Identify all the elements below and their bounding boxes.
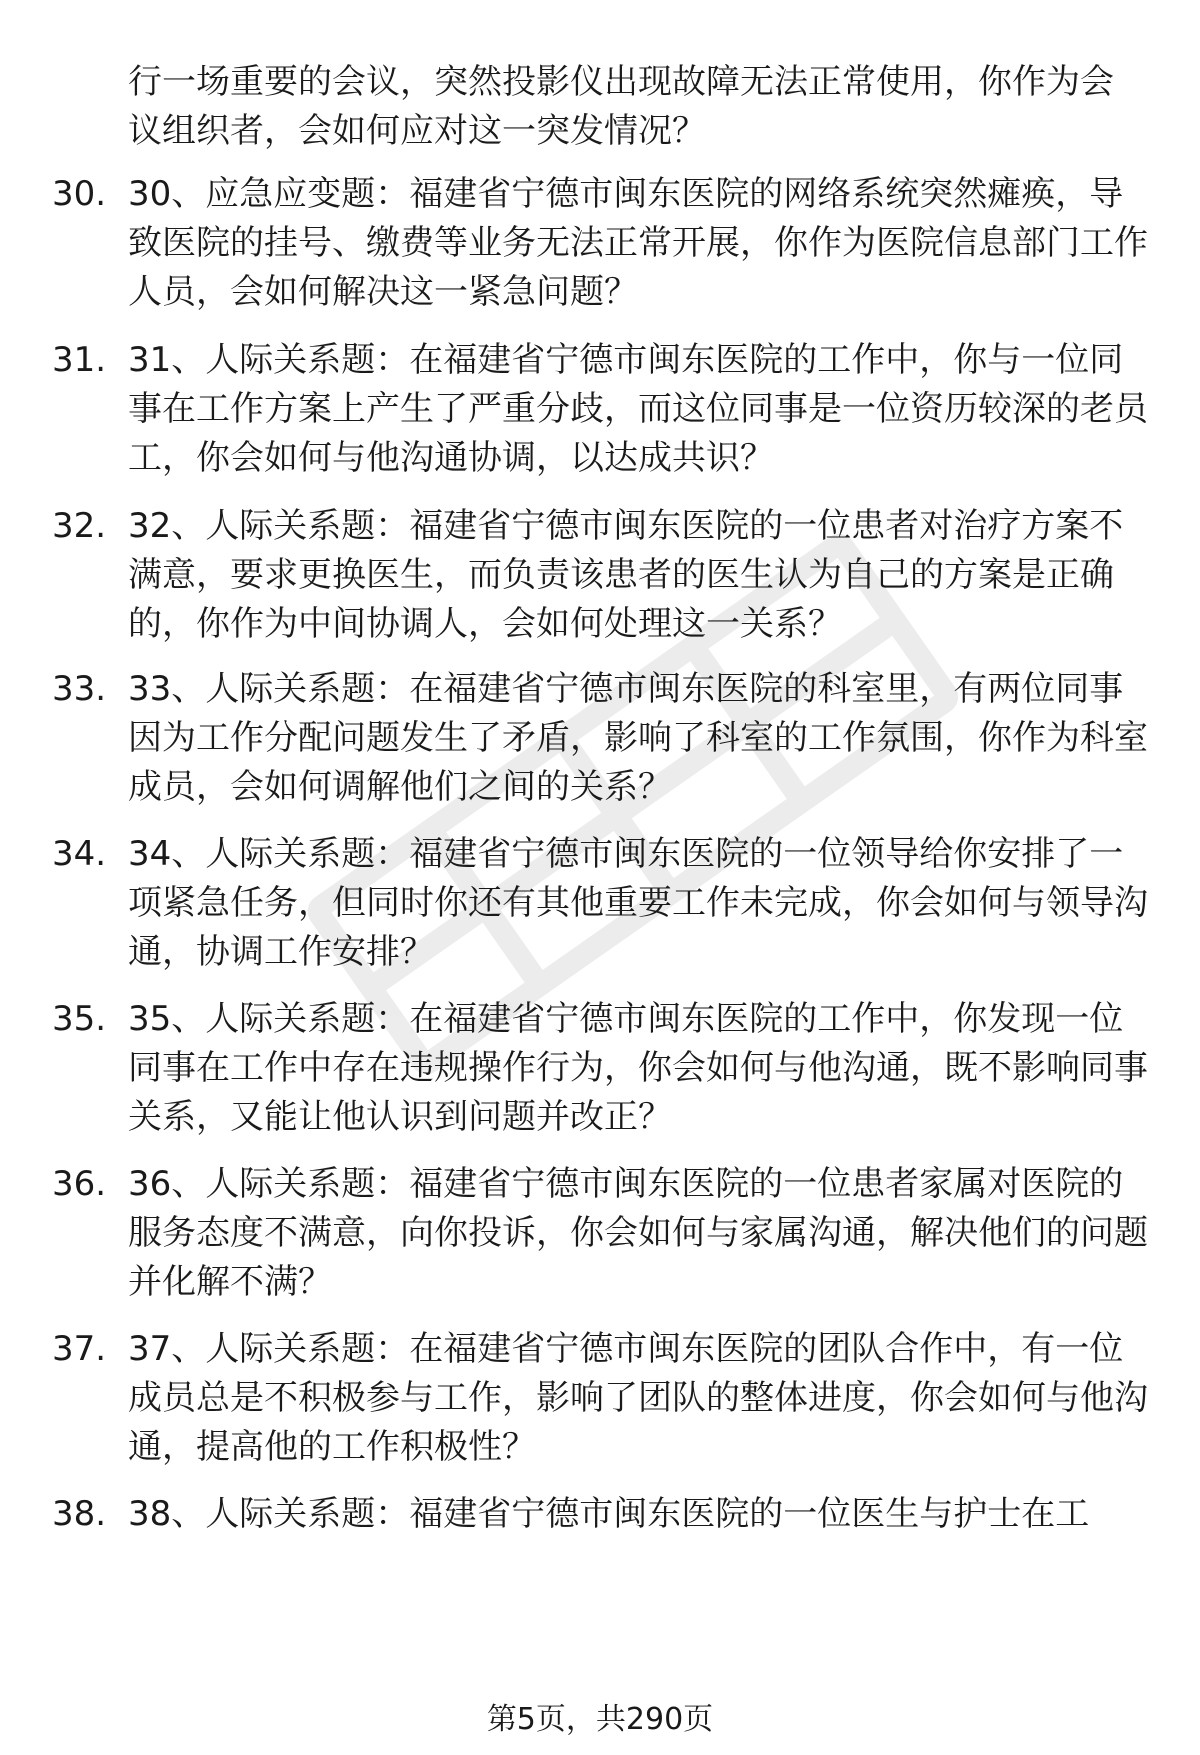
question-number: 36.: [52, 1164, 107, 1204]
page-number-footer: 第5页，共290页: [486, 1702, 714, 1737]
question-number: 38.: [52, 1494, 107, 1534]
question-text: 32、人际关系题：福建省宁德市闽东医院的一位患者对治疗方案不满意，要求更换医生，而负责该患者的医生认为自己的方案是正确的，你作为中间协调人，会如何处理这一关系？: [128, 506, 1124, 644]
question-text: 34、人际关系题：福建省宁德市闽东医院的一位领导给你安排了一项紧急任务，但同时你还有其他重要工作未完成，你会如何与领导沟通，协调工作安排？: [128, 834, 1148, 972]
question-number: 34.: [52, 834, 107, 874]
question-number: 37.: [52, 1329, 107, 1369]
question-text: 36、人际关系题：福建省宁德市闽东医院的一位患者家属对医院的服务态度不满意，向你投诉，你会如何与家属沟通，解决他们的问题并化解不满？: [128, 1164, 1148, 1302]
question-text: 30、应急应变题：福建省宁德市闽东医院的网络系统突然瘫痪，导致医院的挂号、缴费等业务无法正常开展，你作为医院信息部门工作人员，会如何解决这一紧急问题？: [128, 174, 1148, 312]
question-text: 31、人际关系题：在福建省宁德市闽东医院的工作中，你与一位同事在工作方案上产生了严重分歧，而这位同事是一位资历较深的老员工，你会如何与他沟通协调，以达成共识？: [128, 340, 1148, 478]
question-number: 32.: [52, 506, 107, 546]
question-number: 35.: [52, 999, 107, 1039]
question-text: 35、人际关系题：在福建省宁德市闽东医院的工作中，你发现一位同事在工作中存在违规操作行为，你会如何与他沟通，既不影响同事关系，又能让他认识到问题并改正？: [128, 999, 1148, 1137]
question-number: 31.: [52, 340, 107, 380]
question-number: 30.: [52, 174, 107, 214]
continued-question-text: 行一场重要的会议，突然投影仪出现故障无法正常使用，你作为会议组织者，会如何应对这一突发情况？: [128, 62, 1114, 151]
question-text: 37、人际关系题：在福建省宁德市闽东医院的团队合作中，有一位成员总是不积极参与工作，影响了团队的整体进度，你会如何与他沟通，提高他的工作积极性？: [128, 1329, 1148, 1467]
question-text: 33、人际关系题：在福建省宁德市闽东医院的科室里，有两位同事因为工作分配问题发生了矛盾，影响了科室的工作氛围，你作为科室成员，会如何调解他们之间的关系？: [128, 669, 1148, 807]
question-number: 33.: [52, 669, 107, 709]
question-text: 38、人际关系题：福建省宁德市闽东医院的一位医生与护士在工: [128, 1494, 1090, 1534]
